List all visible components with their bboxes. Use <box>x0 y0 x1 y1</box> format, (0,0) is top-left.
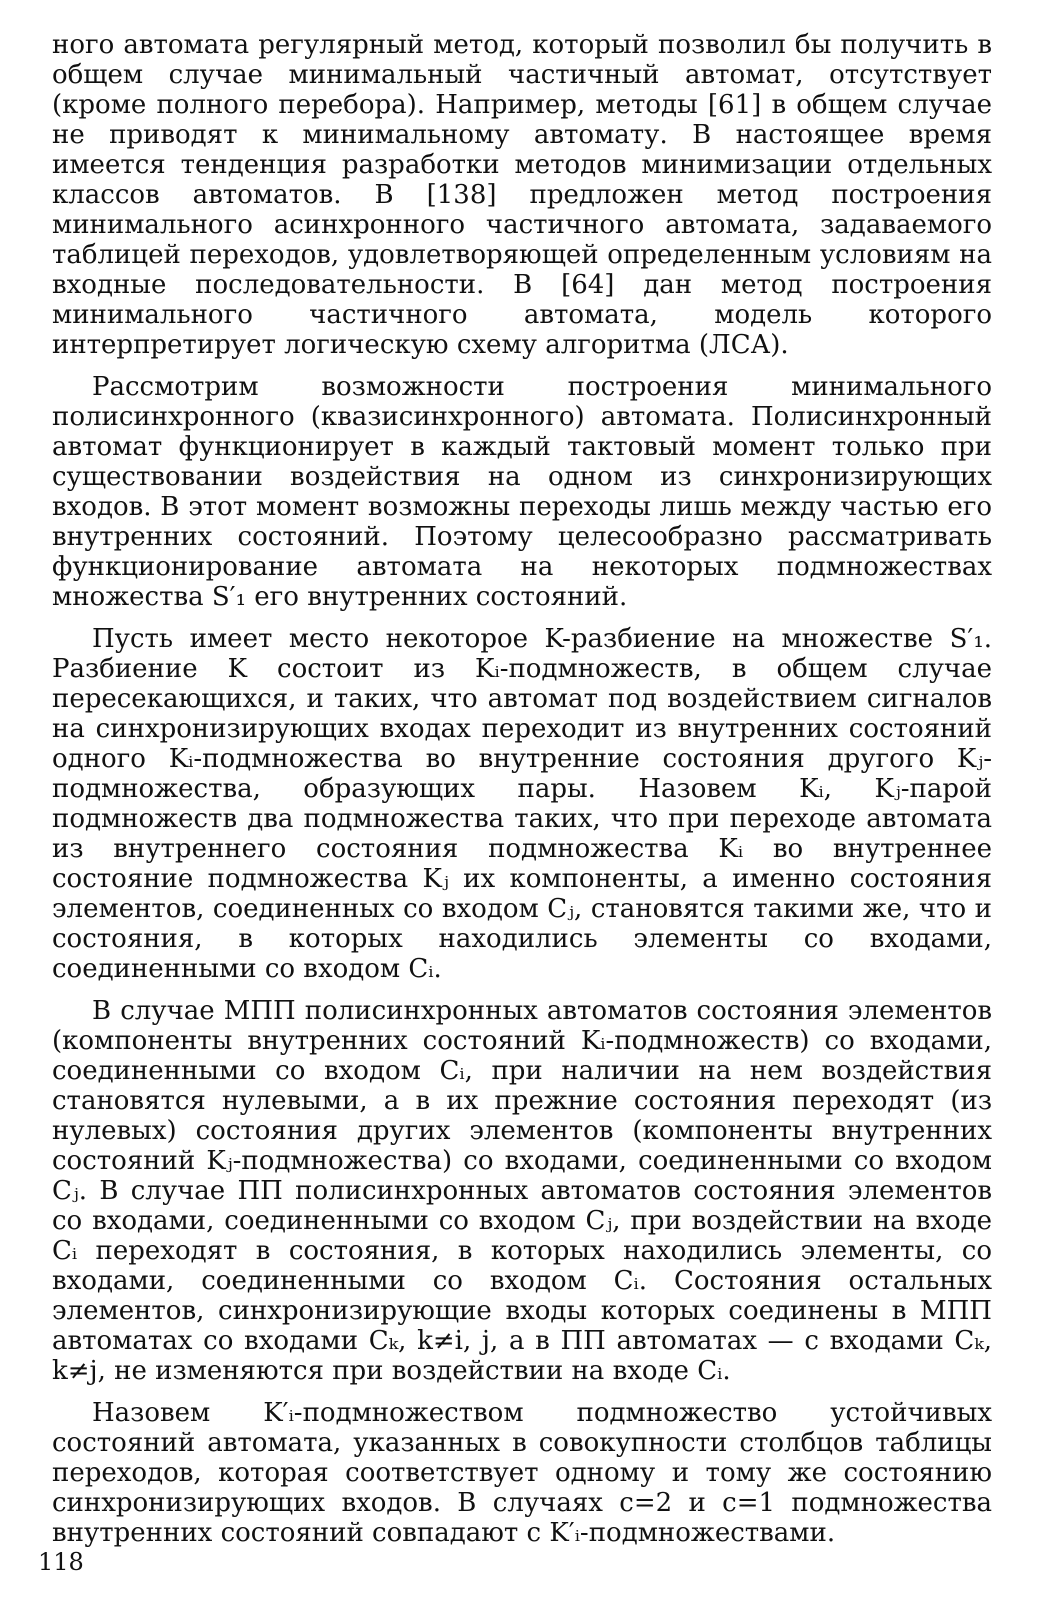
paragraph-5: Назовем K′ᵢ-подмножеством подмножество устойчивых состояний автомата, указанных в совокупности столбцов таблицы переходов, которая соответствует одному и тому же состоянию синхронизирующих входов. В случаях c=2 и c=1 подмножества внутренних состояний совпадают с K′ᵢ-подмножествами. <box>52 1398 992 1548</box>
paragraph-2: Рассмотрим возможности построения минимального полисинхронного (квазисинхронного) автомата. Полисинхронный автомат функционирует в каждый тактовый момент только при существовании воздействия на одном из синхронизирующих входов. В этот момент возможны переходы лишь между частью его внутренних состояний. Поэтому целесообразно рассматривать функционирование автомата на некоторых подмножествах множества S′₁ его внутренних состояний. <box>52 372 992 612</box>
paragraph-4: В случае МПП полисинхронных автоматов состояния элементов (компоненты внутренних состояний Kᵢ-подмножеств) со входами, соединенными со входом Cᵢ, при наличии на нем воздействия становятся нулевыми, а в их прежние состояния переходят (из нулевых) состояния других элементов (компоненты внутренних состояний Kⱼ-подмножества) со входами, соединенными со входом Cⱼ. В случае ПП полисинхронных автоматов состояния элементов со входами, соединенными со входом Cⱼ, при воздействии на входе Cᵢ переходят в состояния, в которых находились элементы, со входами, соединенными со входом Cᵢ. Состояния остальных элементов, синхронизирующие входы которых соединены в МПП автоматах со входами Cₖ, k≠i, j, а в ПП автоматах — с входами Cₖ, k≠j, не изменяются при воздействии на входе Cᵢ. <box>52 996 992 1386</box>
paragraph-3: Пусть имеет место некоторое K-разбиение на множестве S′₁. Разбиение K состоит из Kᵢ-подмножеств, в общем случае пересекающихся, и таких, что автомат под воздействием сигналов на синхронизирующих входах переходит из внутренних состояний одного Kᵢ-подмножества во внутренние состояния другого Kⱼ-подмножества, образующих пары. Назовем Kᵢ, Kⱼ-парой подмножеств два подмножества таких, что при переходе автомата из внутреннего состояния подмножества Kᵢ во внутреннее состояние подмножества Kⱼ их компоненты, а именно состояния элементов, соединенных со входом Cⱼ, становятся такими же, что и состояния, в которых находились элементы со входами, соединенными со входом Cᵢ. <box>52 624 992 984</box>
page-body <box>52 30 992 1560</box>
page-number: 118 <box>38 1548 84 1576</box>
paragraph-1: ного автомата регулярный метод, который позволил бы получить в общем случае минимальный частичный автомат, отсутствует (кроме полного перебора). Например, методы [61] в общем случае не приводят к минимальному автомату. В настоящее время имеется тенденция разработки методов минимизации отдельных классов автоматов. В [138] предложен метод построения минимального асинхронного частичного автомата, задаваемого таблицей переходов, удовлетворяющей определенным условиям на входные последовательности. В [64] дан метод построения минимального частичного автомата, модель которого интерпретирует логическую схему алгоритма (ЛСА). <box>52 30 992 360</box>
